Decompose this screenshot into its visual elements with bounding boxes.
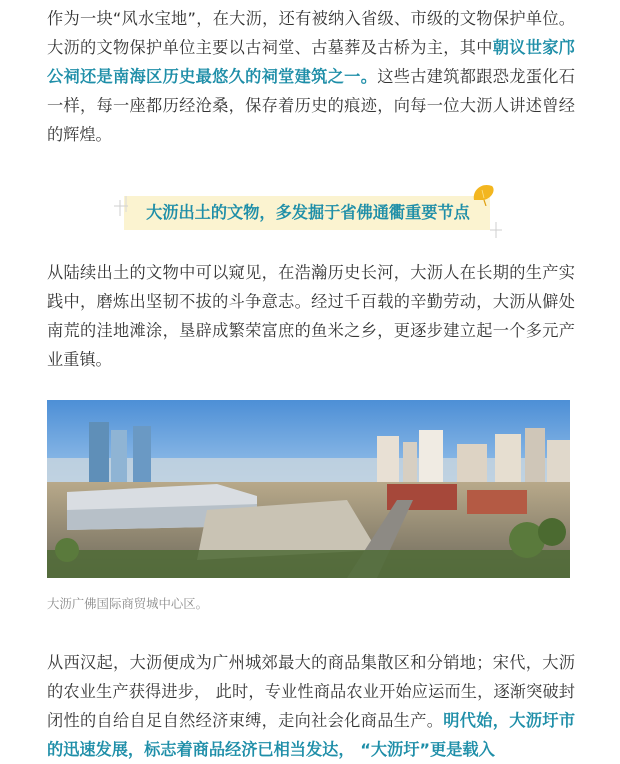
paragraph-text: 这些古建筑都跟恐龙蛋化石一样，每一座都历经沧桑，保存着历史的痕迹，向每一位大沥人讲述曾经的辉煌。 [47,67,576,144]
section-heading [112,182,504,238]
city-aerial-photo [47,400,570,578]
paragraph-artifacts: 从陆续出土的文物中可以窥见，在浩瀚历史长河，大沥人在长期的生产实践中，磨炼出坚韧不拔的斗争意志。经过千百载的辛勤劳动，大沥从僻处南荒的洼地滩涂，垦辟成繁荣富庶的鱼米之乡，更逐步建立起一个多元产业重镇。 [47,263,575,369]
city-illustration [47,400,570,578]
highlight-text: 朝议世家邝公祠还是南海区历史最悠久的祠堂建筑之一。 [47,38,576,86]
section-heading-text: 大沥出土的文物，多发掘于省佛通衢重要节点 [146,203,470,222]
paragraph-commerce [47,648,575,764]
photo-caption: 大沥广佛国际商贸城中心区。 [47,596,209,611]
paragraph-heritage [47,4,575,149]
highlight-text: 明代始，大沥圩市的迅速发展，标志着商品经济已相当发达， “大沥圩”更是载入 [47,711,576,759]
paragraph-text: 作为一块“风水宝地”，在大沥，还有被纳入省级、市级的文物保护单位。大沥的文物保护单位主要以古祠堂、古墓葬及古桥为主，其中 [47,9,575,57]
paragraph-text: 从西汉起，大沥便成为广州城郊最大的商品集散区和分销地；宋代，大沥的农业生产获得进步， 此时，专业性商品农业开始应运而生，逐渐突破封闭性的自给自足自然经济束缚，走向社会化商品生产。 [47,653,575,730]
